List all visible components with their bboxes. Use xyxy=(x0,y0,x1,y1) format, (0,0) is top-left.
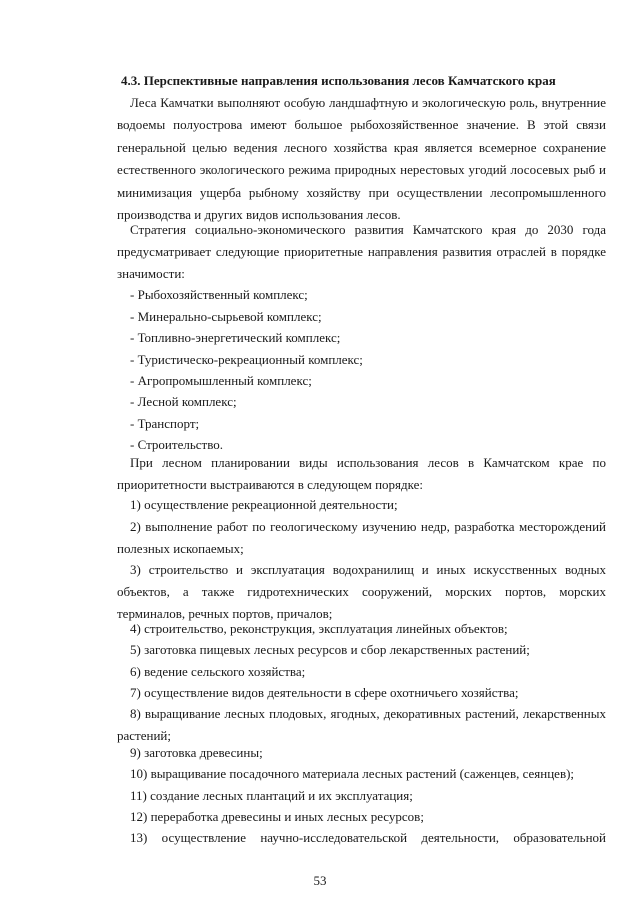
list-item-text: Транспорт; xyxy=(137,416,200,431)
list-item: - Лесной комплекс; xyxy=(130,394,237,409)
numbered-item: 7) осуществление видов деятельности в сфере охотничьего хозяйства; xyxy=(130,685,519,700)
list-item: - Туристическо-рекреационный комплекс; xyxy=(130,352,363,367)
numbered-item: 2) выполнение работ по геологическому изучению недр, разработка месторождений полезных ископаемых; xyxy=(117,519,606,556)
paragraph-strategy: Стратегия социально-экономического развития Камчатского края до 2030 года предусматривает следующие приоритетные направления развития отраслей в порядке значимости: xyxy=(117,222,606,281)
page-number: 53 xyxy=(313,873,327,888)
numbered-item: 12) переработка древесины и иных лесных ресурсов; xyxy=(130,809,424,824)
list-item-text: Топливно-энергетический комплекс; xyxy=(137,330,341,345)
numbered-item: 3) строительство и эксплуатация водохранилищ и иных искусственных водных объектов, а также гидротехнических сооружений, морских портов, морских терминалов, речных портов, причалов; xyxy=(117,562,606,621)
list-item: - Топливно-энергетический комплекс; xyxy=(130,330,341,345)
list-item-text: Лесной комплекс; xyxy=(137,394,237,409)
list-item-text: Минерально-сырьевой комплекс; xyxy=(137,309,322,324)
list-item: - Транспорт; xyxy=(130,416,200,431)
list-item-text: Строительство. xyxy=(137,437,224,452)
numbered-item: 13) осуществление научно-исследовательской деятельности, образовательной xyxy=(130,830,606,845)
numbered-item: 11) создание лесных плантаций и их эксплуатация; xyxy=(130,788,413,803)
list-item-text: Туристическо-рекреационный комплекс; xyxy=(137,352,363,367)
numbered-item: 1) осуществление рекреационной деятельности; xyxy=(130,497,398,512)
paragraph-forest-role: Леса Камчатки выполняют особую ландшафтную и экологическую роль, внутренние водоемы полуострова имеют большое рыбохозяйственное значение. В этой связи генеральной целью ведения лесного хозяйства края является всемерное сохранение естественного экологического режима природных нерестовых угодий лососевых рыб и минимизация ущерба рыбному хозяйству при осуществлении лесопромышленного производства и других видов использования лесов. xyxy=(117,95,606,223)
numbered-item: 6) ведение сельского хозяйства; xyxy=(130,664,306,679)
numbered-item: 10) выращивание посадочного материала лесных растений (саженцев, сеянцев); xyxy=(130,766,575,781)
list-item: - Рыбохозяйственный комплекс; xyxy=(130,287,308,302)
numbered-item: 4) строительство, реконструкция, эксплуатация линейных объектов; xyxy=(130,621,508,636)
section-heading: 4.3. Перспективные направления использования лесов Камчатского края xyxy=(121,73,556,88)
numbered-item: 9) заготовка древесины; xyxy=(130,745,263,760)
list-item-text: Рыбохозяйственный комплекс; xyxy=(137,287,308,302)
list-item: - Строительство. xyxy=(130,437,224,452)
numbered-item: 5) заготовка пищевых лесных ресурсов и сбор лекарственных растений; xyxy=(130,642,530,657)
list-item: - Минерально-сырьевой комплекс; xyxy=(130,309,322,324)
list-item-text: Агропромышленный комплекс; xyxy=(137,373,312,388)
list-item: - Агропромышленный комплекс; xyxy=(130,373,312,388)
paragraph-intro: При лесном планировании виды использования лесов в Камчатском крае по приоритетности выстраиваются в следующем порядке: xyxy=(117,455,606,492)
numbered-item: 8) выращивание лесных плодовых, ягодных, декоративных растений, лекарственных растений; xyxy=(117,706,606,743)
